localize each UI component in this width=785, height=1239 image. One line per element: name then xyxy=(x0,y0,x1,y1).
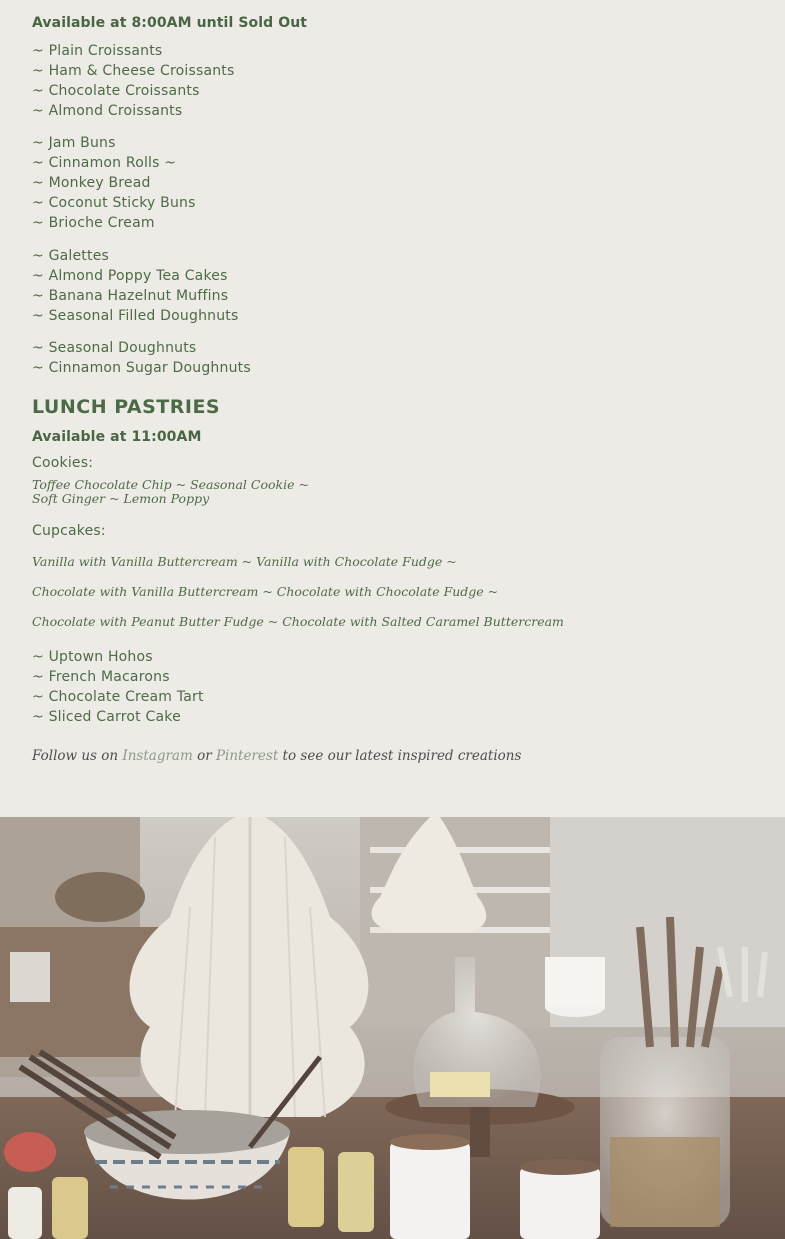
menu-item: ~ Ham & Cheese Croissants xyxy=(32,63,235,79)
menu-item: ~ Plain Croissants xyxy=(32,43,163,59)
menu-item: ~ Chocolate Croissants xyxy=(32,83,200,99)
menu-item: ~ Galettes xyxy=(32,248,109,264)
cookies-label: Cookies: xyxy=(32,455,94,471)
follow-prefix: Follow us on xyxy=(32,748,123,764)
menu-item: ~ Uptown Hohos xyxy=(32,649,153,665)
bakery-shop-interior-photo xyxy=(0,817,785,1239)
menu-item: ~ Monkey Bread xyxy=(32,175,151,191)
menu-item: ~ Coconut Sticky Buns xyxy=(32,195,196,211)
follow-middle: or xyxy=(192,748,216,764)
menu-item: ~ Sliced Carrot Cake xyxy=(32,709,181,725)
menu-item: ~ Cinnamon Rolls ~ xyxy=(32,155,177,171)
menu-item: ~ Cinnamon Sugar Doughnuts xyxy=(32,360,251,376)
menu-item: ~ Seasonal Doughnuts xyxy=(32,340,197,356)
menu-item: ~ Banana Hazelnut Muffins xyxy=(32,288,229,304)
menu-item: ~ Brioche Cream xyxy=(32,215,155,231)
pinterest-link[interactable]: Pinterest xyxy=(215,748,279,764)
menu-item: ~ Seasonal Filled Doughnuts xyxy=(32,308,239,324)
cupcakes-label: Cupcakes: xyxy=(32,523,106,539)
menu-item: ~ French Macarons xyxy=(32,669,170,685)
follow-us-text xyxy=(32,748,521,764)
lunch-section-title: LUNCH PASTRIES xyxy=(32,396,221,418)
menu-item: ~ Jam Buns xyxy=(32,135,116,151)
cupcakes-line: Chocolate with Peanut Butter Fudge ~ Chocolate with Salted Caramel Buttercream xyxy=(32,614,564,629)
instagram-link[interactable]: Instagram xyxy=(122,748,193,764)
photo-illustration xyxy=(0,817,785,1239)
morning-availability: Available at 8:00AM until Sold Out xyxy=(32,15,308,31)
menu-item: ~ Almond Poppy Tea Cakes xyxy=(32,268,228,284)
lunch-availability: Available at 11:00AM xyxy=(32,429,202,445)
follow-suffix: to see our latest inspired creations xyxy=(278,748,522,764)
menu-item: ~ Chocolate Cream Tart xyxy=(32,689,204,705)
menu-item: ~ Almond Croissants xyxy=(32,103,183,119)
cookies-line: Soft Ginger ~ Lemon Poppy xyxy=(32,491,210,506)
cookies-line: Toffee Chocolate Chip ~ Seasonal Cookie ~ xyxy=(32,477,309,492)
cupcakes-line: Vanilla with Vanilla Buttercream ~ Vanilla with Chocolate Fudge ~ xyxy=(32,554,457,569)
cupcakes-line: Chocolate with Vanilla Buttercream ~ Chocolate with Chocolate Fudge ~ xyxy=(32,584,499,599)
